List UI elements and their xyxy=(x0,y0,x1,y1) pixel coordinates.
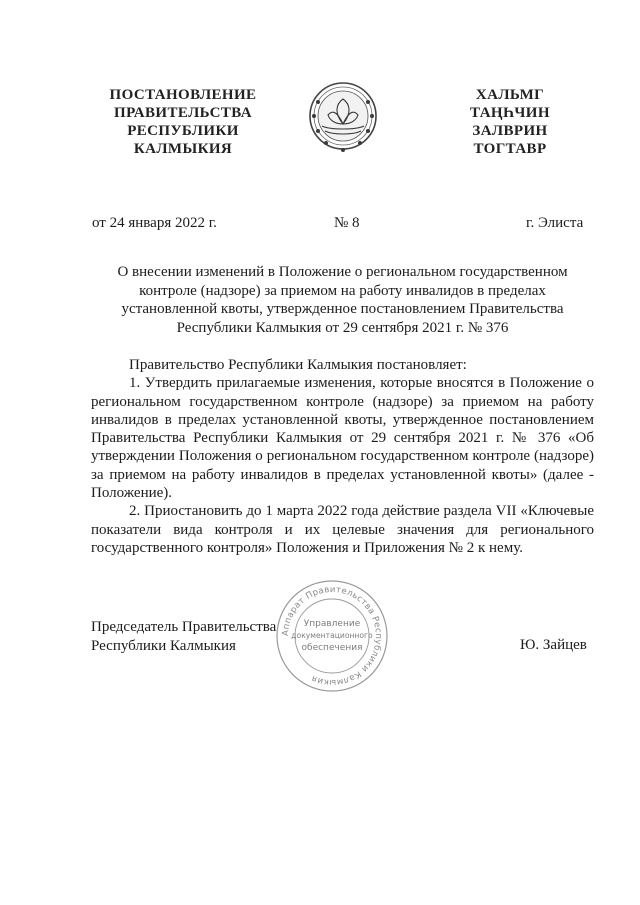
header-line: ТОГТАВР xyxy=(473,141,547,157)
document-title xyxy=(90,263,595,337)
body-intro: Правительство Республики Калмыкия постановляет: xyxy=(129,357,467,373)
title-line: О внесении изменений в Положение о региональном государственном xyxy=(117,264,568,280)
body-paragraph-1: 1. Утвердить прилагаемые изменения, которые вносятся в Положение о региональном государственном контроле (надзоре) за приемом на работу инвалидов в пределах установленной квоты, утвержденное постановлением Правительства Республики Калмыкия от 29 сентября 2021 г. № 376 «Об утверждении Положения о региональном государственном контроле (надзоре) за приемом на работу инвалидов в пределах установленной квоты» (далее - Положение). xyxy=(91,375,594,502)
stamp-center-line: обеспечения xyxy=(301,643,363,653)
document-city: г. Элиста xyxy=(526,215,584,231)
stamp-center-line: Управление xyxy=(303,619,361,629)
header-line: ПОСТАНОВЛЕНИЕ xyxy=(109,87,257,103)
title-line: контроле (надзоре) за приемом на работу инвалидов в пределах xyxy=(139,282,546,299)
document-number: № 8 xyxy=(334,215,360,231)
stamp-center-line: документационного xyxy=(291,631,373,640)
official-stamp xyxy=(274,578,390,694)
header-title-kalmyk xyxy=(440,86,580,158)
signatory-title-line: Республики Калмыкия xyxy=(91,638,236,654)
signatory-title xyxy=(91,618,276,656)
header-line: КАЛМЫКИЯ xyxy=(133,141,233,157)
header-line: ТАҢҺЧИН xyxy=(470,105,550,121)
header-title-russian xyxy=(88,86,278,158)
title-line: Республики Калмыкия от 29 сентября 2021 г. № 376 xyxy=(176,319,509,336)
header-line: ПРАВИТЕЛЬСТВА xyxy=(114,105,252,121)
document-date: от 24 января 2022 г. xyxy=(92,215,217,231)
kalmykia-coat-of-arms-icon xyxy=(306,80,380,156)
document-body xyxy=(91,356,594,557)
header-line: РЕСПУБЛИКИ xyxy=(127,123,239,139)
stamp-ring-text-path: Аппарат Правительства Республики Калмыкия xyxy=(280,584,384,688)
signatory-title-line: Председатель Правительства xyxy=(91,619,277,635)
header-line: ЗАЛВРИН xyxy=(472,123,548,139)
header-line: ХАЛЬМГ xyxy=(475,87,545,103)
body-paragraph-2: 2. Приостановить до 1 марта 2022 года действие раздела VII «Ключевые показатели вида контроля и их целевые значения для регионального государственного контроля» Положения и Приложения № 2 к нему. xyxy=(91,503,594,556)
signatory-name: Ю. Зайцев xyxy=(520,637,587,653)
title-line: установленной квоты, утвержденное постановлением Правительства xyxy=(121,301,564,317)
